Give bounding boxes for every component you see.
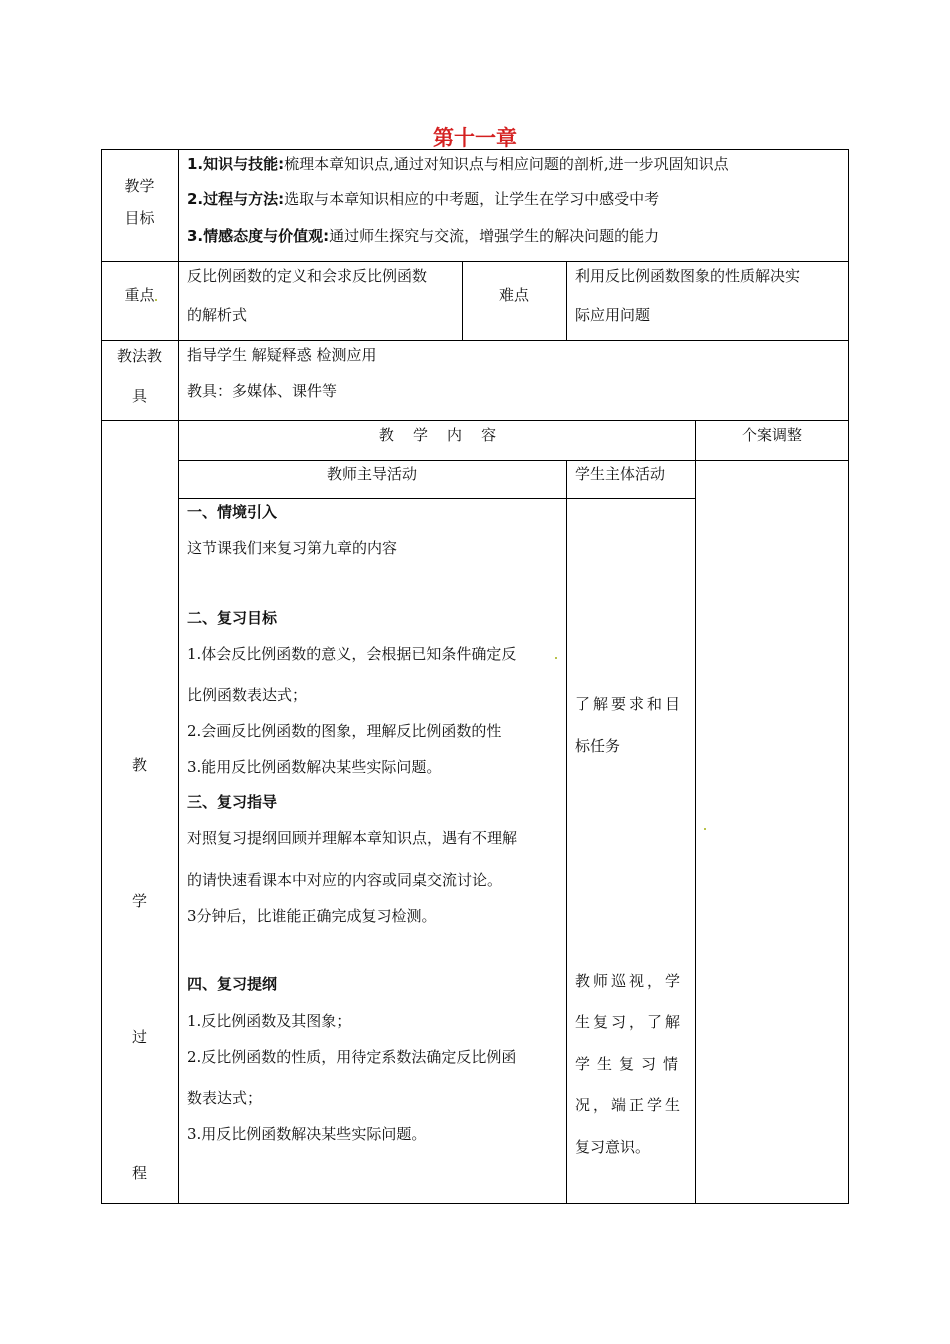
objective-item-text: 通过师生探究与交流，增强学生的解决问题的能力 <box>329 227 660 245</box>
section-heading: 四、复习提纲 <box>187 975 278 993</box>
objective-item-label: 3.情感态度与价值观: <box>187 227 330 245</box>
row-divider <box>178 498 695 499</box>
process-label-char: 程 <box>131 1164 147 1182</box>
student-activity-line: 学生复习情 <box>575 1055 686 1073</box>
difficulty-text: 际应用问题 <box>575 306 651 324</box>
method-label: 具 <box>131 387 147 405</box>
objectives-label: 目标 <box>124 209 155 227</box>
student-activity-line: 标任务 <box>575 737 621 755</box>
section-line: 的请快速看课本中对应的内容或同桌交流讨论。 <box>187 871 503 889</box>
method-text: 教具：多媒体、课件等 <box>187 382 338 400</box>
section-line: 这节课我们来复习第九章的内容 <box>187 539 398 557</box>
objectives-label: 教学 <box>124 177 155 195</box>
teacher-header: 教师主导活动 <box>326 465 417 483</box>
adjust-header: 个案调整 <box>741 426 802 444</box>
student-activity-line: 教师巡视，学 <box>575 972 684 990</box>
objective-item <box>187 154 729 174</box>
content-header: 教 学 内 容 <box>378 426 497 444</box>
section-line: 比例函数表达式； <box>187 686 308 704</box>
student-activity-line: 生复习，了解 <box>575 1013 684 1031</box>
section-line: 3分钟后，比谁能正确完成复习检测。 <box>187 907 437 925</box>
section-line: 数表达式； <box>187 1089 263 1107</box>
objective-item <box>187 226 659 246</box>
scan-speck <box>704 828 706 830</box>
focus-text: 反比例函数的定义和会求反比例函数 <box>187 267 428 285</box>
objective-item-label: 1.知识与技能: <box>187 155 285 173</box>
section-line: 1.反比例函数及其图象； <box>187 1012 352 1030</box>
student-activity-line: 况，端正学生 <box>575 1096 684 1114</box>
page-title: 第十一章 <box>433 126 517 150</box>
section-heading: 一、情境引入 <box>187 503 278 521</box>
scan-speck <box>155 299 157 301</box>
row-divider <box>101 261 849 262</box>
column-divider <box>178 149 179 1204</box>
student-activity-line: 复习意识。 <box>575 1138 651 1156</box>
student-activity-line: 了解要求和目 <box>575 695 684 713</box>
process-label-char: 教 <box>131 756 147 774</box>
process-label-char: 学 <box>131 892 147 910</box>
process-label-char: 过 <box>131 1028 147 1046</box>
difficulty-text: 利用反比例函数图象的性质解决实 <box>575 267 801 285</box>
objective-item-text: 梳理本章知识点,通过对知识点与相应问题的剖析,进一步巩固知识点 <box>284 155 729 173</box>
column-divider <box>566 261 567 340</box>
section-heading: 二、复习目标 <box>187 609 278 627</box>
focus-label: 重点 <box>124 286 155 304</box>
section-line: 2.反比例函数的性质，用待定系数法确定反比例函 <box>187 1048 517 1066</box>
section-line: 2.会画反比例函数的图象，理解反比例函数的性 <box>187 722 502 740</box>
section-line: 3.用反比例函数解决某些实际问题。 <box>187 1125 427 1143</box>
focus-text: 的解析式 <box>187 306 248 324</box>
method-text: 指导学生 解疑释惑 检测应用 <box>187 346 377 364</box>
column-divider <box>695 420 696 1204</box>
scan-speck <box>555 657 557 659</box>
row-divider <box>178 460 849 461</box>
objective-item <box>187 189 659 209</box>
objective-item-label: 2.过程与方法: <box>187 190 285 208</box>
objective-item-text: 选取与本章知识相应的中考题，让学生在学习中感受中考 <box>284 190 660 208</box>
column-divider <box>566 460 567 1204</box>
section-line: 对照复习提纲回顾并理解本章知识点，遇有不理解 <box>187 829 518 847</box>
row-divider <box>101 340 849 341</box>
method-label: 教法教 <box>116 347 162 365</box>
student-header: 学生主体活动 <box>575 465 666 483</box>
section-line: 1.体会反比例函数的意义，会根据已知条件确定反 <box>187 645 517 663</box>
difficulty-label: 难点 <box>498 286 529 304</box>
section-line: 3.能用反比例函数解决某些实际问题。 <box>187 758 442 776</box>
section-heading: 三、复习指导 <box>187 793 278 811</box>
row-divider <box>101 420 849 421</box>
